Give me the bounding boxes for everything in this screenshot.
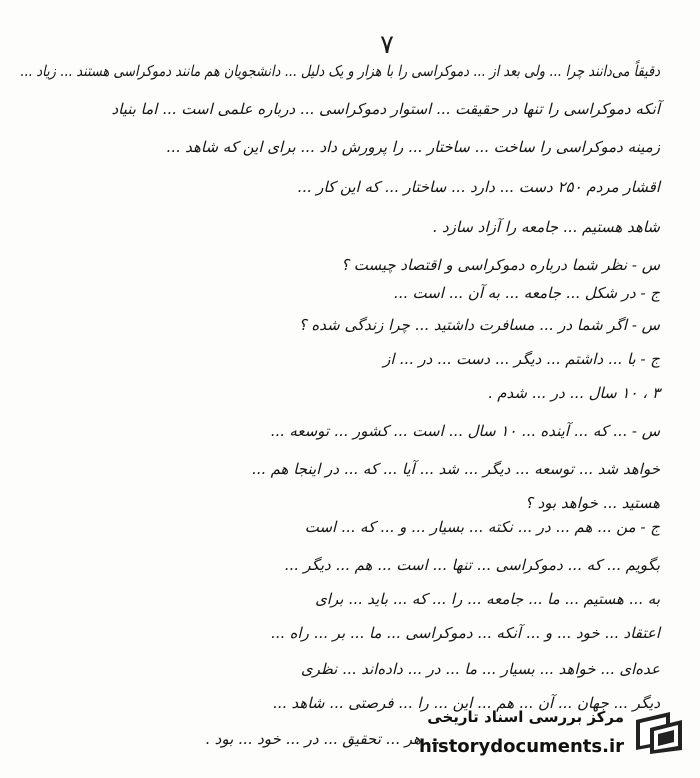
handwritten-line: ج - با ... داشتم ... دیگر ... دست ... در ... از [383, 350, 660, 368]
handwritten-line: س - نظر شما درباره دموکراسی و اقتصاد چیست ؟ [341, 256, 660, 274]
page-number: ۷ [380, 30, 394, 60]
archive-logo-icon [630, 706, 688, 766]
handwritten-line: اقشار مردم ۲۵۰ دست ... دارد ... ساختار ... که این کار ... [297, 178, 660, 196]
handwritten-line: ... هر ... تحقیق ... در ... خود ... بود . [205, 730, 440, 748]
watermark-title: مرکز بررسی اسناد تاریخی [427, 708, 624, 726]
handwritten-line: آنکه دموکراسی را تنها در حقیقت ... استوار دموکراسی ... درباره علمی است ... اما بنیاد [111, 100, 660, 118]
handwritten-line: شاهد هستیم ... جامعه را آزاد سازد . [432, 218, 660, 236]
handwritten-line: دیگر ... جهان ... آن ... هم ... این ... را ... فرصتی ... شاهد ... [272, 694, 660, 712]
handwritten-line: بگویم ... که ... دموکراسی ... تنها ... است ... هم ... دیگر ... [284, 556, 660, 574]
handwritten-line: به ... هستیم ... ما ... جامعه ... را ... که ... باید ... برای [315, 590, 660, 608]
watermark [394, 702, 694, 772]
handwritten-line: عده‌ای ... خواهد ... بسیار ... ما ... در ... داده‌اند ... نظری [300, 660, 660, 678]
handwritten-line: خواهد شد ... توسعه ... دیگر ... شد ... آیا ... که ... در اینجا هم ... [251, 460, 660, 478]
watermark-url: historydocuments.ir [419, 736, 624, 757]
handwritten-line: ج - من ... هم ... در ... نکته ... بسیار ... و ... که ... است [304, 518, 660, 536]
handwritten-line: ج - در شکل ... جامعه ... به آن ... است ... [393, 284, 660, 302]
handwritten-line: س - ... که ... آینده ... ۱۰ سال ... است ... کشور ... توسعه ... [270, 422, 660, 440]
handwritten-line: ۳ ، ۱۰ سال ... در ... شدم . [487, 384, 660, 402]
handwritten-line: هستید ... خواهد بود ؟ [524, 494, 660, 512]
handwritten-line: س - اگر شما در ... مسافرت داشتید ... چرا زندگی شده ؟ [298, 316, 660, 334]
handwritten-line: دقیقاً می‌دانند چرا ... ولی بعد از ... دموکراسی را با هزار و یک دلیل ... دانشجویان هم مانند دموکراسی هستند ... زیاد ... [20, 62, 660, 80]
handwritten-line: اعتقاد ... خود ... و ... آنکه ... دموکراسی ... ما ... بر ... راه ... [270, 624, 660, 642]
handwritten-line: زمینه دموکراسی را ساخت ... ساختار ... را پرورش داد ... برای این که شاهد ... [166, 138, 660, 156]
